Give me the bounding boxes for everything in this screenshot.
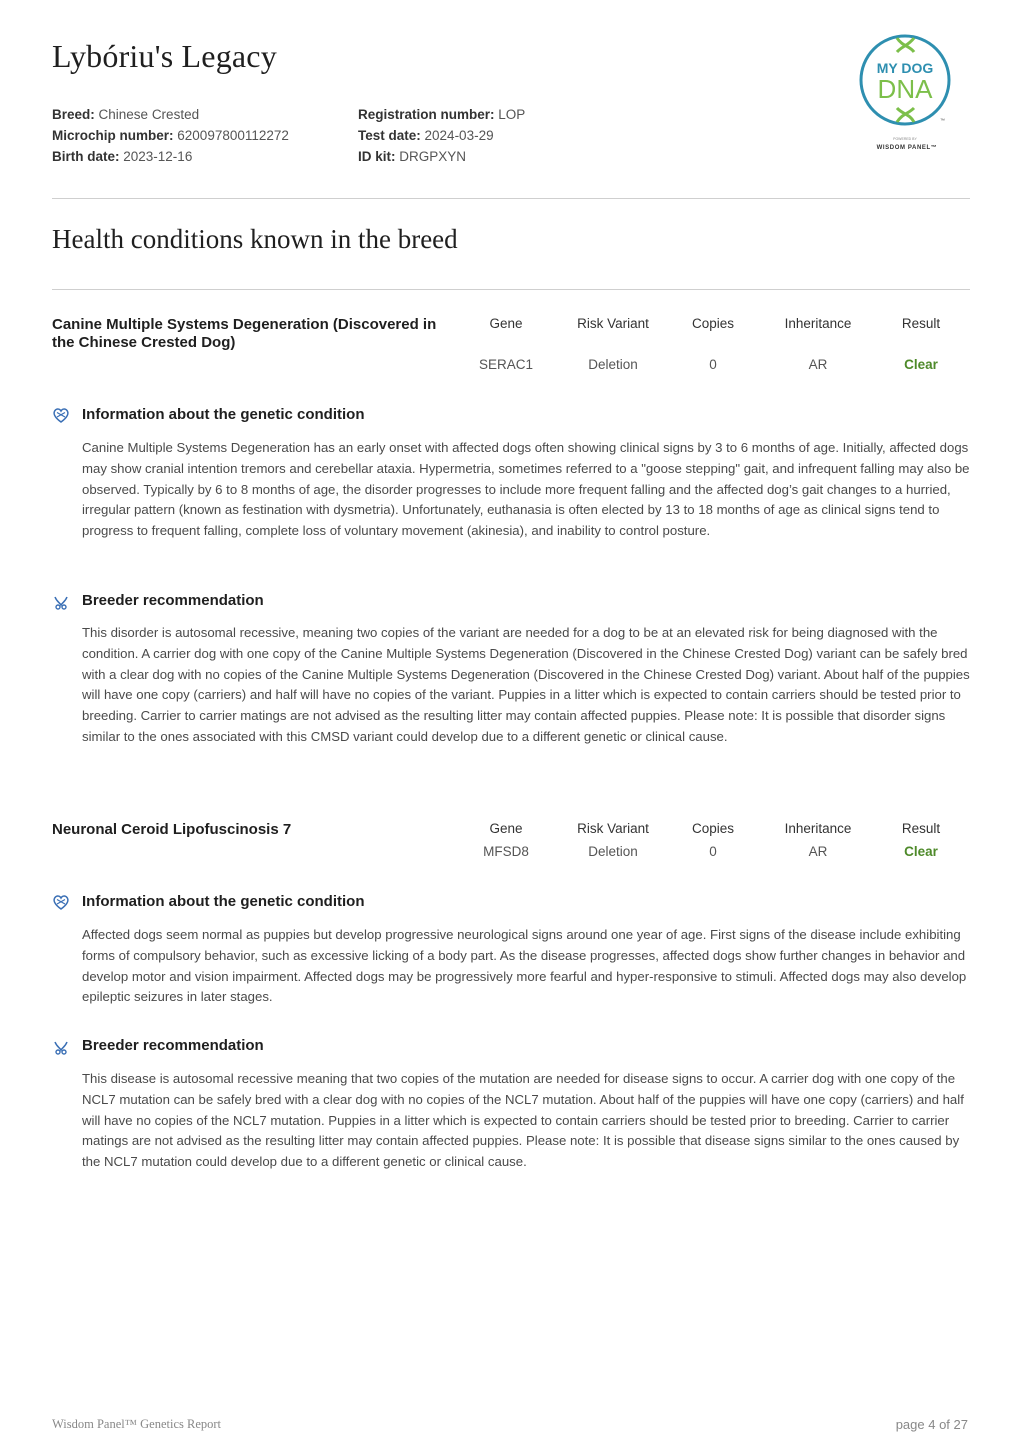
section-title: Health conditions known in the breed bbox=[52, 224, 458, 254]
condition-1-name: Canine Multiple Systems Degeneration (Discovered in the Chinese Crested Dog) bbox=[52, 316, 437, 351]
logo-brand: WISDOM PANEL™ bbox=[876, 145, 938, 151]
header-risk-variant-2: Risk Variant bbox=[577, 821, 649, 836]
logo-tm: ™ bbox=[940, 118, 945, 124]
paw-breeding-icon bbox=[52, 593, 70, 611]
condition-1-risk-variant: Deletion bbox=[588, 357, 638, 372]
dog-meta-right bbox=[358, 104, 525, 167]
section-divider bbox=[52, 289, 970, 290]
header-result: Result bbox=[901, 316, 941, 331]
condition-2-inheritance: AR bbox=[808, 844, 828, 859]
dog-meta-left bbox=[52, 104, 289, 167]
breed-label: Breed: bbox=[52, 107, 95, 122]
logo-line1: MY DOG bbox=[876, 60, 934, 76]
header-copies: Copies bbox=[691, 316, 735, 331]
condition-2-breeder-heading: Breeder recommendation bbox=[82, 1037, 264, 1054]
dog-name: Lybóriu's Legacy bbox=[52, 38, 277, 74]
registration-label: Registration number: bbox=[358, 107, 495, 122]
header-copies-2: Copies bbox=[691, 821, 735, 836]
breed-row bbox=[52, 104, 289, 125]
condition-2-result: Clear bbox=[904, 844, 938, 859]
registration-value: LOP bbox=[498, 107, 526, 122]
logo-line2: DNA bbox=[877, 74, 933, 104]
header-inheritance-2: Inheritance bbox=[784, 821, 852, 836]
microchip-row bbox=[52, 125, 289, 146]
header-divider bbox=[52, 198, 970, 199]
header-gene: Gene bbox=[489, 316, 523, 331]
heart-dna-icon bbox=[52, 406, 70, 424]
condition-1-info-heading: Information about the genetic condition bbox=[82, 406, 365, 423]
test-date-row bbox=[358, 125, 525, 146]
test-date-value: 2024-03-29 bbox=[424, 128, 494, 143]
logo-powered-by: POWERED BY bbox=[893, 137, 917, 141]
id-kit-row bbox=[358, 146, 525, 167]
header-risk-variant: Risk Variant bbox=[577, 316, 649, 331]
condition-2-info-text: Affected dogs seem normal as puppies but develop progressive neurological signs around one year of age. First signs of the disease include exhibiting forms of compulsory behavior, such as excessive licking of a body part. As the disease progresses, affected dogs show further changes in behavior and develop motor and vision impairment. Affected dogs may be progressively more fearful and hyper-responsive to stimuli. Affected dogs may also develop epileptic seizures in later stages. bbox=[82, 927, 967, 1005]
condition-2-gene: MFSD8 bbox=[483, 844, 529, 859]
condition-2-copies: 0 bbox=[709, 844, 717, 859]
test-date-label: Test date: bbox=[358, 128, 421, 143]
breed-value: Chinese Crested bbox=[98, 107, 200, 122]
condition-2-name: Neuronal Ceroid Lipofuscinosis 7 bbox=[52, 821, 292, 838]
my-dog-dna-logo bbox=[852, 32, 962, 154]
header-gene-2: Gene bbox=[489, 821, 523, 836]
id-kit-label: ID kit: bbox=[358, 149, 396, 164]
condition-1-inheritance: AR bbox=[808, 357, 828, 372]
condition-1-result: Clear bbox=[904, 357, 938, 372]
condition-1-info-text: Canine Multiple Systems Degeneration has an early onset with affected dogs often showing clinical signs by 3 to 6 months of age. Initially, affected dogs may show cranial intention tremors and cerebellar ataxia. Hypermetria, sometimes referred to a "goose stepping" gait, and infrequent falling may also be observed. Typically by 6 to 8 months of age, the disorder progresses to include more frequent falling and the affected dog’s gait changes to a hurried, irregular pattern (known as festination with dysmetria). Unfortunately, euthanasia is often elected by 13 to 18 months of age as clinical signs tend to progress to frequent falling, complete loss of voluntary movement (akinesia), and inability to control posture. bbox=[82, 440, 970, 539]
registration-row bbox=[358, 104, 525, 125]
condition-2-breeder-text: This disease is autosomal recessive meaning that two copies of the mutation are needed for disease signs to occur. A carrier dog with one copy of the NCL7 mutation can be safely bred with a clear dog with no copies of the NCL7 mutation. About half of the puppies will have one copy (carriers) and half will have no copies of the NCL7 mutation. Puppies in a litter which is expected to contain carriers should be tested prior to breeding. Carrier to carrier matings are not advised as the resulting litter may contain affected puppies. Please note: It is possible that disease signs similar to the ones caused by the NCL7 mutation could develop due to a different genetic or clinical cause. bbox=[82, 1071, 964, 1170]
dna-helix-top-icon bbox=[897, 38, 914, 52]
microchip-label: Microchip number: bbox=[52, 128, 174, 143]
microchip-value: 620097800112272 bbox=[177, 128, 289, 143]
id-kit-value: DRGPXYN bbox=[399, 149, 467, 164]
condition-1-gene: SERAC1 bbox=[478, 357, 534, 372]
header-inheritance: Inheritance bbox=[784, 316, 852, 331]
birth-date-value: 2023-12-16 bbox=[123, 149, 193, 164]
heart-dna-icon-2 bbox=[52, 893, 70, 911]
paw-breeding-icon-2 bbox=[52, 1038, 70, 1056]
condition-1-copies: 0 bbox=[709, 357, 717, 372]
birth-date-row bbox=[52, 146, 289, 167]
condition-2-risk-variant: Deletion bbox=[588, 844, 638, 859]
condition-2-info-heading: Information about the genetic condition bbox=[82, 893, 365, 910]
footer-report-name: Wisdom Panel™ Genetics Report bbox=[52, 1417, 222, 1431]
header-result-2: Result bbox=[901, 821, 941, 836]
dna-helix-bottom-icon bbox=[897, 108, 914, 122]
footer-page-number: page 4 of 27 bbox=[895, 1417, 968, 1432]
condition-1-breeder-heading: Breeder recommendation bbox=[82, 592, 264, 609]
condition-1-breeder-text: This disorder is autosomal recessive, meaning two copies of the variant are needed for a dog to be at an elevated risk for being diagnosed with the condition. A carrier dog with one copy of the Canine Multiple Systems Degeneration (Discovered in the Chinese Crested Dog) variant can be safely bred with a clear dog with no copies of the Canine Multiple Systems Degeneration (Discovered in the Chinese Crested Dog) variant. About half of the puppies will have one copy (carriers) and half will have no copies of the variant. Puppies in a litter which is expected to contain carriers should be tested prior to breeding. Carrier to carrier matings are not advised as the resulting litter may contain affected puppies. Please note: It is possible that disorder signs similar to the ones associated with this CMSD variant could develop due to a different genetic or clinical cause. bbox=[82, 625, 970, 744]
birth-date-label: Birth date: bbox=[52, 149, 120, 164]
